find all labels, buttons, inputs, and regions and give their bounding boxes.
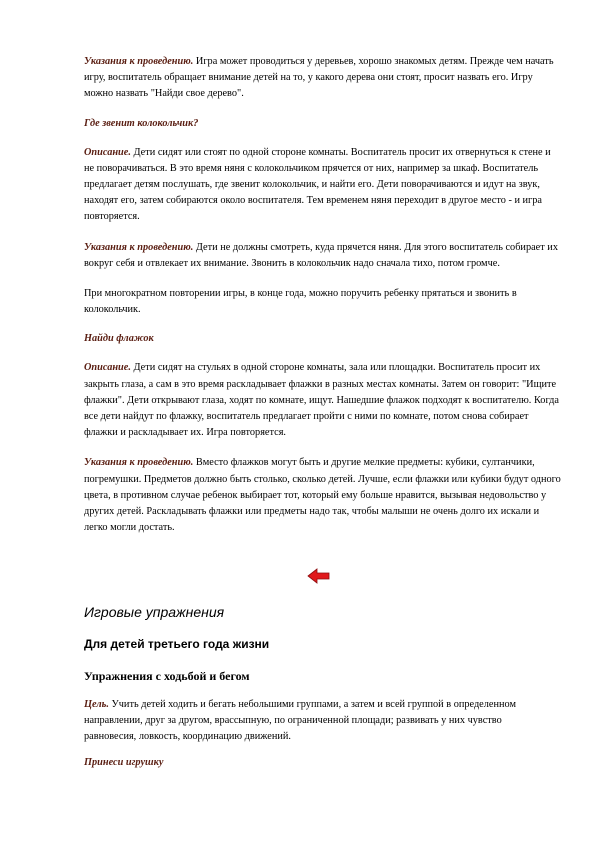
arrow-left-icon	[307, 568, 331, 584]
paragraph-text: Дети не должны смотреть, куда прячется няня. Для этого воспитатель собирает их вокруг себя и отвлекает их внимание. Звонить в колокольчик надо сначала тихо, потом громче.	[84, 241, 558, 269]
paragraph-text: Дети сидят или стоят по одной стороне комнаты. Воспитатель просит их отвернуться к стене и не поворачиваться. В это время няня с колокольчиком прячется от них, например за шкаф. Воспитатель предлагает детям послушать, где звенит колокольчик, и найти его. Дети поворачиваются и идут на звук, находят его, затем собираются около воспитателя. Тем временем няня переходит в другое место - и игра повторяется.	[84, 146, 551, 223]
lead-description: Описание.	[84, 362, 131, 374]
lead-instructions: Указания к проведению.	[84, 56, 194, 67]
heading-game-exercises: Игровые упражнения	[84, 604, 225, 620]
lead-instructions: Указания к проведению.	[84, 457, 194, 469]
paragraph-description-flag	[84, 360, 562, 441]
paragraph-repetition-note: При многократном повторении игры, в конце года, можно поручить ребенку прятаться и звонить в колокольчик.	[84, 288, 517, 316]
paragraph-instructions-flag	[84, 455, 562, 536]
lead-description: Описание.	[84, 146, 131, 158]
heading-walking-running: Упражнения с ходьбой и бегом	[84, 669, 250, 683]
paragraph-text: Учить детей ходить и бегать небольшими группами, а затем и всей группой в определенном направлении, друг за другом, врассыпную, по ограниченной площади; развивать у них чувство равновесия, ловкость, координацию движений.	[84, 699, 516, 743]
heading-bell-game: Где звенит колокольчик?	[84, 117, 199, 129]
paragraph-description-bell	[84, 145, 562, 226]
document-body	[84, 54, 562, 536]
heading-age-group: Для детей третьего года жизни	[84, 637, 270, 651]
paragraph-instructions-bell	[84, 240, 562, 272]
back-arrow-link[interactable]	[307, 568, 331, 584]
paragraph-goal	[84, 697, 554, 746]
lead-instructions: Указания к проведению.	[84, 241, 194, 253]
paragraph-instructions-tree	[84, 54, 562, 103]
paragraph-text: Игра может проводиться у деревьев, хорошо знакомых детям. Прежде чем начать игру, воспитатель обращает внимание детей на то, у какого дерева они стоят, просит назвать его. Игру можно назвать "Найди свое дерево".	[84, 56, 554, 100]
paragraph-text: Дети сидят на стульях в одной стороне комнаты, зала или площадки. Воспитатель просит их закрыть глаза, а сам в это время раскладывает флажки в разных местах комнаты. Затем он говорит: "Ищите флажки". Дети открывают глаза, ходят по комнате, ищут. Нашедшие флажок подходят к воспитателю. Когда все дети найдут по флажку, воспитатель предлагает пройти с ними по комнате, потом снова собирает флажки и раскладывает их. Игра повторяется.	[84, 362, 559, 439]
lead-goal: Цель.	[84, 699, 109, 710]
heading-bring-toy: Принеси игрушку	[84, 757, 164, 768]
paragraph-text: Вместо флажков могут быть и другие мелкие предметы: кубики, султанчики, погремушки. Предметов должно быть столько, сколько детей. Лучше, если флажки или кубики будут одного цвета, в противном случае ребенок выбирает тот, который ему больше нравится, вызывая недовольство у других детей. Раскладывать флажки или предметы надо так, чтобы малыши не очень долго их искали и легко могли достать.	[84, 457, 561, 534]
heading-flag-game: Найди флажок	[84, 333, 154, 345]
